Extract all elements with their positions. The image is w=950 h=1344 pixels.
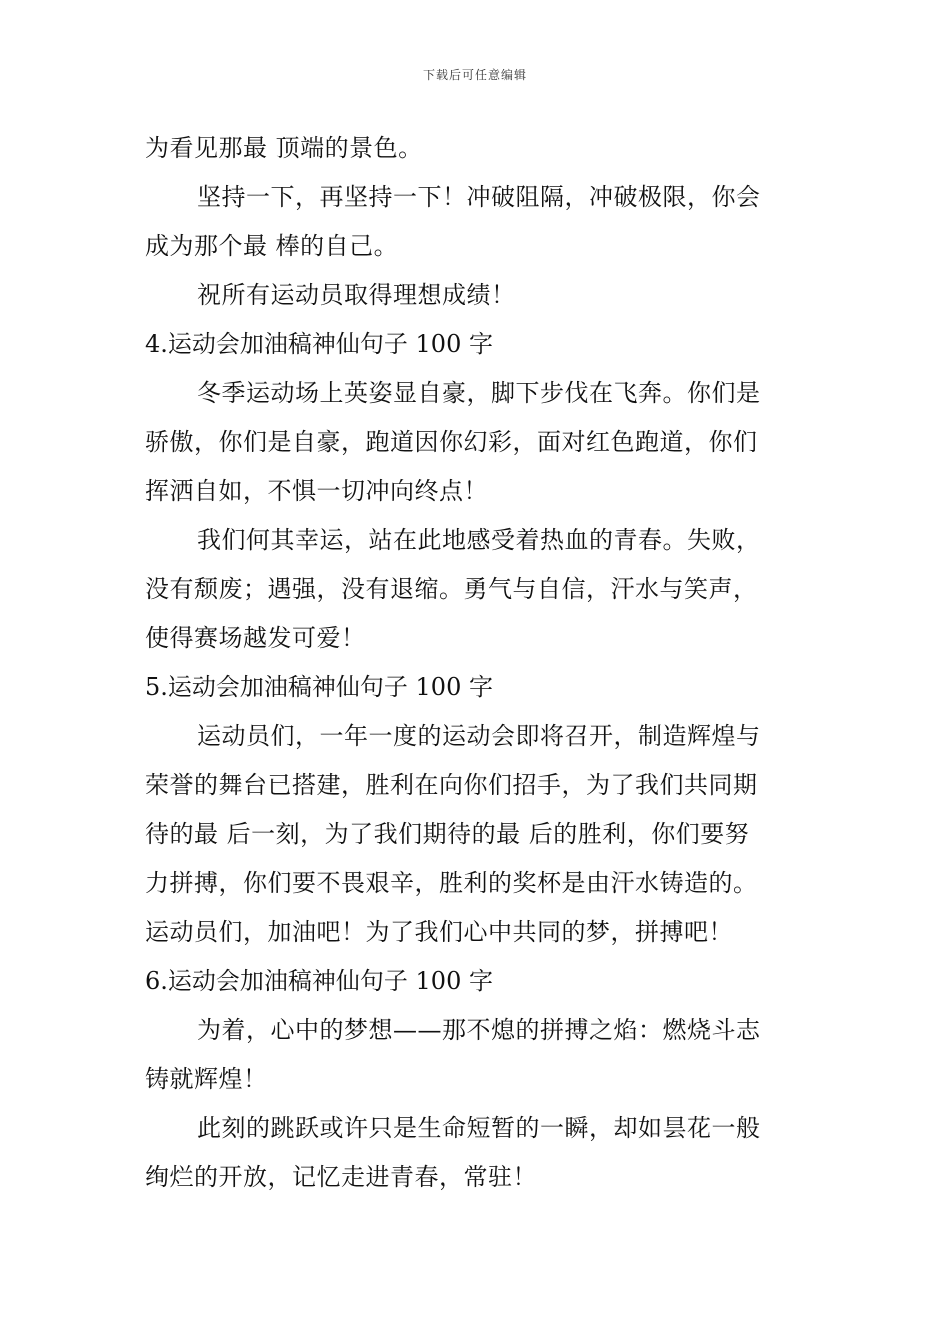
paragraph-line: 运动员们，一年一度的运动会即将召开，制造辉煌与 [197, 722, 761, 750]
paragraph-line: 绚烂的开放，记忆走进青春，常驻！ [145, 1163, 537, 1191]
paragraph-line: 力拼搏，你们要不畏艰辛，胜利的奖杯是由汗水铸造的。 [145, 869, 758, 897]
section-heading: 4.运动会加油稿神仙句子 100 字 [145, 330, 493, 358]
paragraph-line: 骄傲，你们是自豪，跑道因你幻彩，面对红色跑道，你们 [145, 428, 758, 456]
paragraph-line: 为看见那最 顶端的景色。 [145, 134, 423, 162]
paragraph-line: 没有颓废；遇强，没有退缩。勇气与自信，汗水与笑声， [145, 575, 758, 603]
paragraph-line: 为着，心中的梦想——那不熄的拼搏之焰：燃烧斗志 [197, 1016, 761, 1044]
paragraph-line: 铸就辉煌！ [145, 1065, 268, 1093]
paragraph-line: 荣誉的舞台已搭建，胜利在向你们招手，为了我们共同期 [145, 771, 758, 799]
paragraph-line: 祝所有运动员取得理想成绩！ [197, 281, 516, 309]
section-heading: 6.运动会加油稿神仙句子 100 字 [145, 967, 493, 995]
paragraph-line: 冬季运动场上英姿显自豪，脚下步伐在飞奔。你们是 [197, 379, 761, 407]
section-heading: 5.运动会加油稿神仙句子 100 字 [145, 673, 493, 701]
paragraph-line: 运动员们，加油吧！为了我们心中共同的梦，拼搏吧！ [145, 918, 733, 946]
paragraph-line: 此刻的跳跃或许只是生命短暂的一瞬，却如昙花一般 [197, 1114, 761, 1142]
paragraph-line: 待的最 后一刻，为了我们期待的最 后的胜利，你们要努 [145, 820, 750, 848]
page-header-note: 下载后可任意编辑 [422, 68, 527, 82]
paragraph-line: 坚持一下，再坚持一下！冲破阻隔，冲破极限，你会 [197, 183, 761, 211]
paragraph-line: 我们何其幸运，站在此地感受着热血的青春。失败， [197, 526, 761, 554]
document-body [145, 124, 810, 1202]
paragraph-line: 使得赛场越发可爱！ [145, 624, 366, 652]
paragraph-line: 成为那个最 棒的自己。 [145, 232, 399, 260]
paragraph-line: 挥洒自如，不惧一切冲向终点！ [145, 477, 488, 505]
